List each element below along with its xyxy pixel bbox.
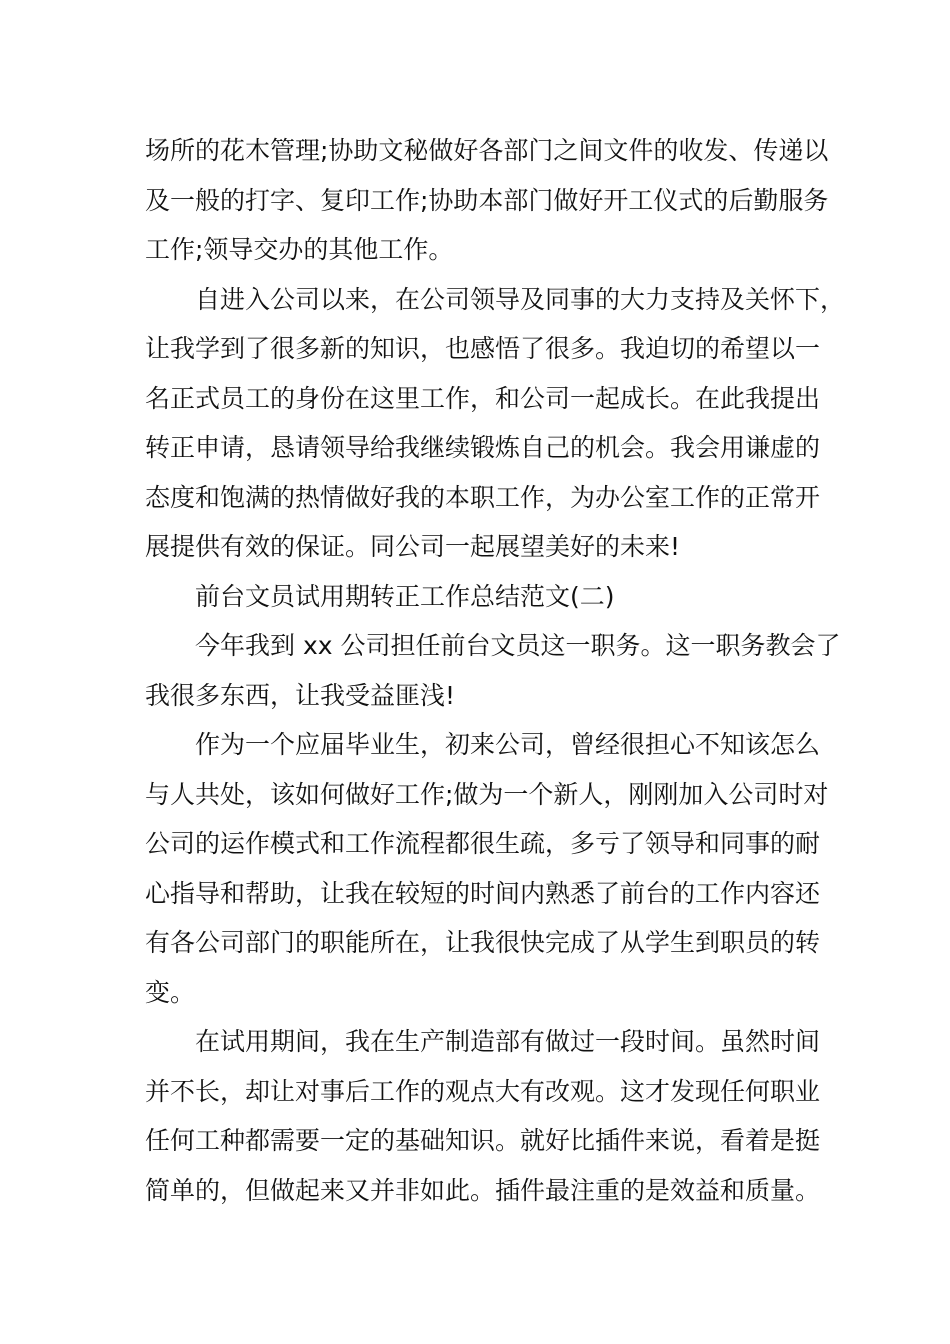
text-line: 展提供有效的保证。同公司一起展望美好的未来! (145, 532, 681, 561)
text-line: 简单的，但做起来又并非如此。插件最注重的是效益和质量。 (145, 1175, 821, 1205)
paragraph-application (145, 275, 846, 572)
text-line: 工作;领导交办的其他工作。 (145, 235, 454, 264)
section-title: 前台文员试用期转正工作总结范文(二) (195, 581, 615, 611)
text-line: 并不长，却让对事后工作的观点大有改观。这才发现任何职业 (145, 1076, 821, 1106)
paragraph-probation (145, 1017, 821, 1215)
text-line: 今年我到 xx 公司担任前台文员这一职务。这一职务教会了 (195, 631, 841, 660)
text-line: 公司的运作模式和工作流程都很生疏，多亏了领导和同事的耐 (145, 829, 821, 858)
text-line: 态度和饱满的热情做好我的本职工作，为办公室工作的正常开 (145, 482, 821, 512)
text-line: 心指导和帮助，让我在较短的时间内熟悉了前台的工作内容还 (145, 878, 821, 908)
text-line: 在试用期间，我在生产制造部有做过一段时间。虽然时间 (195, 1027, 821, 1056)
text-line: 转正申请，恳请领导给我继续锻炼自己的机会。我会用谦虚的 (145, 433, 821, 462)
paragraph-graduate (145, 720, 829, 1017)
text-line: 有各公司部门的职能所在，让我很快完成了从学生到职员的转 (145, 928, 821, 957)
paragraph-continuation (145, 126, 829, 275)
text-line: 作为一个应届毕业生，初来公司，曾经很担心不知该怎么 (195, 730, 821, 759)
text-line: 变。 (145, 977, 196, 1007)
text-line: 让我学到了很多新的知识，也感悟了很多。我迫切的希望以一 (145, 334, 821, 363)
text-line: 任何工种都需要一定的基础知识。就好比插件来说，看着是挺 (145, 1126, 821, 1155)
text-line: 我很多东西，让我受益匪浅! (145, 680, 456, 710)
document-body (145, 126, 846, 1215)
text-line: 场所的花木管理;协助文秘做好各部门之间文件的收发、传递以 (145, 136, 829, 165)
text-line: 与人共处，该如何做好工作;做为一个新人，刚刚加入公司时对 (145, 779, 829, 809)
text-line: 自进入公司以来，在公司领导及同事的大力支持及关怀下， (195, 284, 846, 314)
section-heading (145, 572, 815, 622)
text-line: 名正式员工的身份在这里工作，和公司一起成长。在此我提出 (145, 383, 821, 413)
paragraph-intro (145, 621, 841, 720)
text-line: 及一般的打字、复印工作;协助本部门做好开工仪式的后勤服务 (145, 185, 829, 215)
